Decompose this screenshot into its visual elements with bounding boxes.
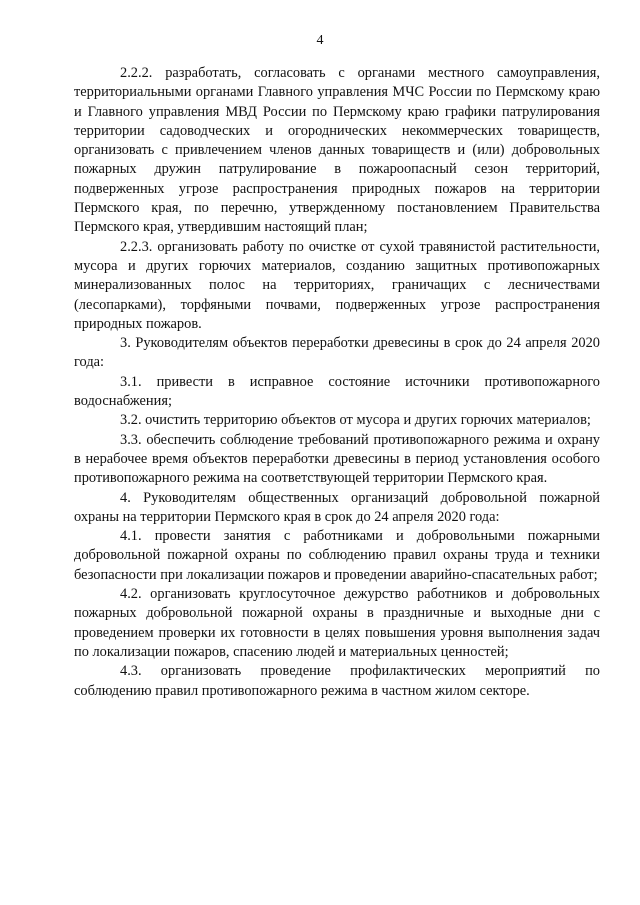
paragraph-4-1: 4.1. провести занятия с работниками и добровольными пожарными добровольной пожарной охраны по соблюдению правил охраны труда и техники безопасности при локализации пожаров и проведении аварийно-спасательных работ; [74,528,600,583]
document-body [74,64,600,701]
paragraph-3-1: 3.1. привести в исправное состояние источники противопожарного водоснабжения; [74,373,600,410]
paragraph-2-2-2: 2.2.2. разработать, согласовать с органами местного самоуправления, территориальными органами Главного управления МЧС России по Пермскому краю и Главного управления МВД России по Пермскому краю графики патрулирования территории садоводческих и огороднических некоммерческих товариществ, организовать с привлечением членов данных товариществ и (или) добровольных пожарных дружин патрулирование в пожароопасный сезон территорий, подверженных угрозе распространения природных пожаров на территории Пермского края, по перечню, утвержденному постановлением Правительства Пермского края, утвердившим настоящий план; [74,65,600,236]
paragraph-3-3: 3.3. обеспечить соблюдение требований противопожарного режима и охрану в нерабочее время объектов переработки древесины в период установления особого противопожарного режима на соответствующей территории Пермского края. [74,431,600,487]
paragraph-4: 4. Руководителям общественных организаций добровольной пожарной охраны на территории Пермского края в срок до 24 апреля 2020 года: [74,489,600,525]
paragraph-4-3: 4.3. организовать проведение профилактических мероприятий по соблюдению правил противопожарного режима в частном жилом секторе. [74,663,600,699]
paragraph-3-2: 3.2. очистить территорию объектов от мусора и других горючих материалов; [120,412,591,429]
paragraph-4-2: 4.2. организовать круглосуточное дежурство работников и добровольных пожарных добровольной пожарной охраны в праздничные и выходные дни с проведением проверки их готовности в целях повышения уровня выполнения задач по локализации пожаров, спасению людей и материальных ценностей; [74,586,600,660]
paragraph-2-2-3: 2.2.3. организовать работу по очистке от сухой травянистой растительности, мусора и других горючих материалов, созданию защитных противопожарных минерализованных полос на территориях, граничащих с лесничествами (лесопарками), торфяными почвами, подверженных угрозе распространения природных пожаров. [74,238,600,332]
paragraph-3: 3. Руководителям объектов переработки древесины в срок до 24 апреля 2020 года: [74,335,600,371]
page-number: 4 [316,33,324,48]
